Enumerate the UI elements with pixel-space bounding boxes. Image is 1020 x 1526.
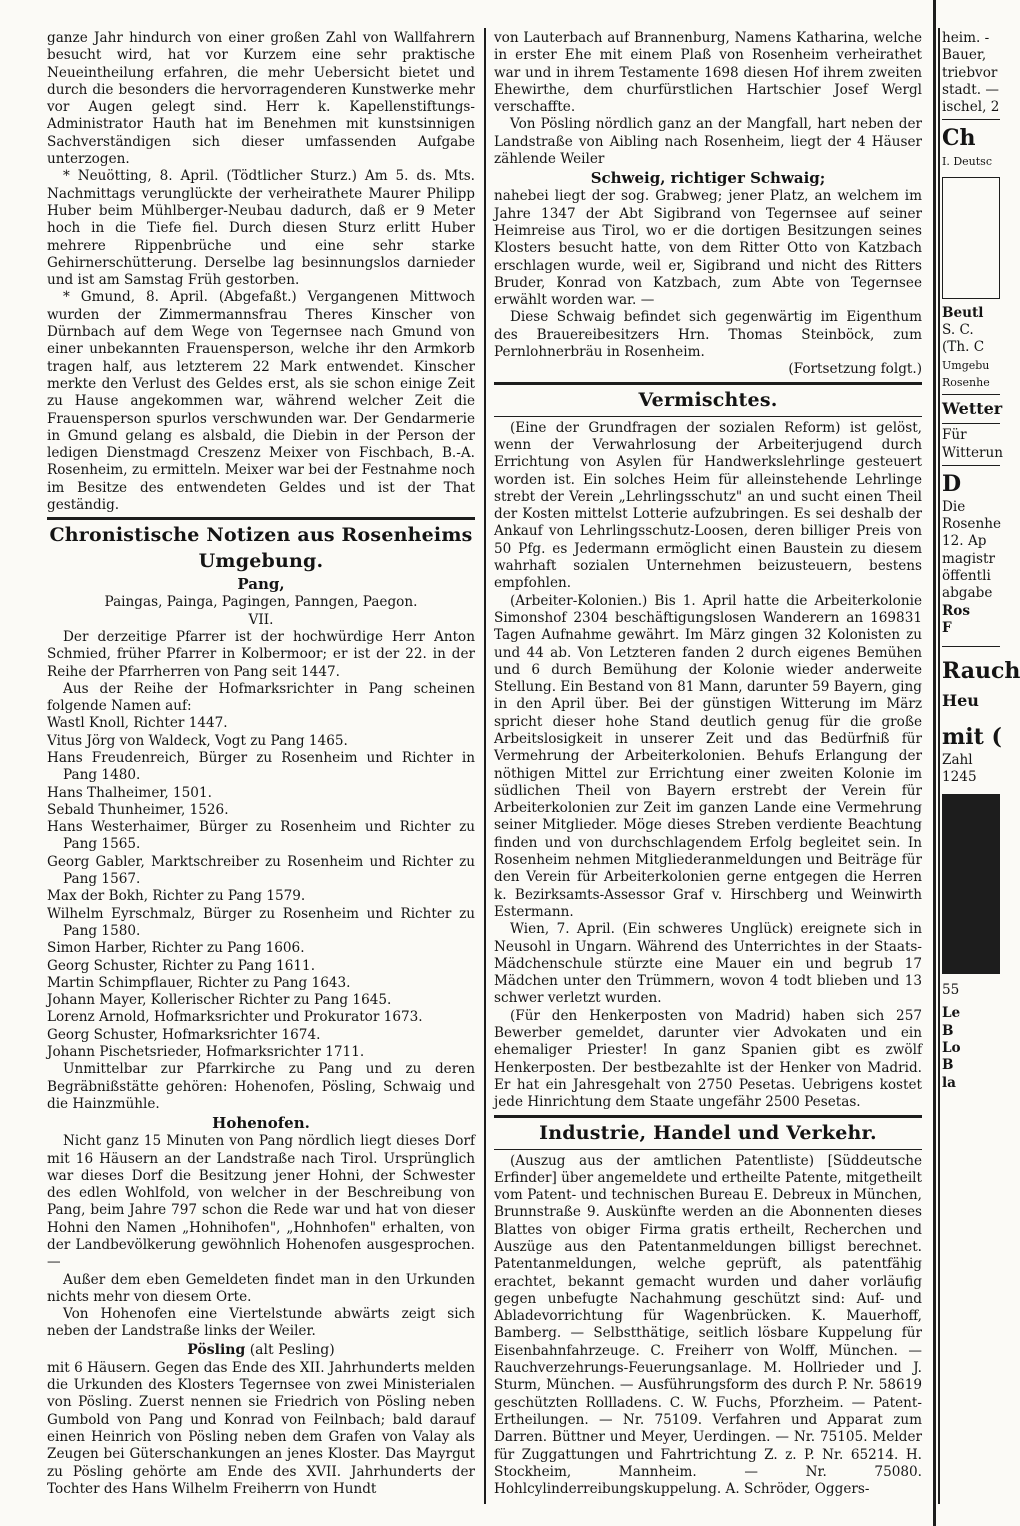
fragment-line: I. Deutsc (942, 155, 992, 169)
fragment-heading: Rauch (942, 658, 1020, 685)
fragment-line: ischel, 2 (942, 99, 1000, 116)
fragment-line: Zahl (942, 751, 973, 768)
fragment-line: abgabe (942, 585, 993, 602)
poesling-heading (47, 1341, 475, 1360)
fragment-line: Rosenhe (942, 516, 1001, 533)
list-item: Simon Harber, Richter zu Pang 1606. (47, 940, 305, 957)
article-paragraph: Von Pösling nördlich ganz an der Mangfall, hart neben der Landstraße von Aibling nach Rosenheim, liegt der 4 Häuser zählende Weiler (494, 116, 922, 168)
part-number: VII. (248, 611, 274, 628)
fragment-line: stadt. — (942, 81, 999, 98)
section-title: Chronistische Notizen aus Rosenheims Umgebung. (49, 524, 473, 573)
column-rule (938, 28, 940, 1504)
section-rule (47, 517, 475, 520)
list-item: Martin Schimpflauer, Richter zu Pang 1643. (47, 974, 351, 991)
adjacent-page-fragment (942, 30, 1020, 1092)
article-paragraph: nahebei liegt der sog. Grabweg; jener Platz, an welchem im Jahre 1347 der Abt Sigibrand von Tegernsee auf seiner Heimreise aus Tirol, wo er die dortigen Besitzungen seines Klosters besucht hatte, von dem Ritter Otto von Katzbach erschlagen wurde, weil er, Sigibrand und nicht des Ritters Bruder, Konrad von Katzbach, zum Abte von Tegernsee erwählt worden war. — (494, 188, 922, 309)
article-paragraph: Außer dem eben Gemeldeten findet man in den Urkunden nichts mehr von diesem Orte. (47, 1271, 475, 1305)
list-item: Johann Pischetsrieder, Hofmarksrichter 1711. (47, 1044, 365, 1061)
article-paragraph: (Arbeiter-Kolonien.) Bis 1. April hatte die Arbeiterkolonie Simonshof 2304 beschäftigungslosen Wanderern an 169831 Tagen Aufnahme gewährt. Im März gingen 32 Kolonisten zu und 44 ab. Von Letzteren fanden 2 durch eigenes Bemühen und 6 durch Bemühung der Kolonie wieder anderweite Stellung. Ein Bestand von 81 Mann, darunter 59 Bayern, ging in den April über. Bei der günstigen Witterung im März spricht dieser hohe Stand deutlich genug für die große Arbeitslosigkeit in unserer Zeit und das Bedürfniß für Vermehrung der Arbeiterkolonien. Behufs Erlangung der nöthigen Mittel zur Errichtung einer zweiten Kolonie im südlichen Theil von Bayern erstrebt der Verein für Arbeiterkolonien zur Zeit im ganzen Lande eine Vermehrung seiner Mitglieder. Möge dieses Streben verdiente Beachtung finden und von durchschlagendem Erfolg begleitet sein. In Rosenheim nehmen Mitgliederanmeldungen und Beiträge für den Verein für Arbeiterkolonien gerne entgegen die Herren k. Bezirksamts-Assessor Graf v. Hirschberg und Weinwirth Estermann. (494, 592, 922, 920)
fragment-line: 12. Ap (942, 533, 987, 550)
fragment-line: Witterun (942, 444, 1004, 461)
fragment-line: F (942, 619, 952, 636)
article-paragraph: Unmittelbar zur Pfarrkirche zu Pang und zu deren Begräbnißstätte gehören: Hohenofen, Pösling, Schwaig und die Hainzmühle. (47, 1061, 475, 1112)
column-rule (484, 28, 486, 1504)
article-paragraph: (Für den Henkerposten von Madrid) haben sich 257 Bewerber gemeldet, darunter vier Advokaten und ein ehemaliger Priester! In ganz Spanien gibt es zwölf Henkerposten. Der bestbezahlte ist der Henker von Madrid. Er hat ein Jahresgehalt von 2750 Pesetas. Uebrigens kostet jede Hinrichtung dem Staate ungefähr 2500 Pesetas. (494, 1007, 922, 1111)
article-paragraph: mit 6 Häusern. Gegen das Ende des XII. Jahrhunderts melden die Urkunden des Klosters Tegernsee von zwei Ministerialen von Pösling. Zuerst nennen sie Friedrich von Pösling neben Gumbold von Pang und Konrad von Feilnbach; bald darauf einen Heinrich von Pösling neben dem Grafen von Valay als Zeugen bei Güterschankungen an jenes Kloster. Das Mayrgut zu Pösling gehörte am Ende des XVII. Jahrhunderts der Tochter des Hans Wilhelm Freiherrn von Hundt (47, 1359, 475, 1497)
fragment-rule (942, 119, 1000, 120)
right-page-edge (933, 0, 936, 1526)
fragment-rule (942, 646, 1000, 647)
article-paragraph: Von Hohenofen eine Viertelstunde abwärts zeigt sich neben der Landstraße links der Weiler. (47, 1306, 475, 1340)
article-paragraph: (Auszug aus der amtlichen Patentliste) [Süddeutsche Erfinder] über angemeldete und ertheilte Patente, mitgetheilt vom Patent- und technischen Bureau E. Debreux in München, Brunnstraße 9. Auskünfte werden an die Abonnenten dieses Blattes von obiger Firma gratis ertheilt, Recherchen und Auszüge aus den Patentanmeldungen billigst berechnet. Patentanmeldungen, welche geprüft, als patentfähig erachtet, bekannt gemacht wurden und daher vorläufig gegen unbefugte Nachahmung geschützt sind: Auf- und Abladevorrichtung für Wagenbrücken. K. Mauerhoff, Bamberg. — Selbstthätige, seitlich lösbare Kuppelung für Eisenbahnfahrzeuge. C. Freiherr von Wolff, München. — Rauchverzehrungs-Feuerungsanlage. M. Hollrieder und J. Sturm, München. — Ausführungsform des durch P. Nr. 58619 geschützten Rollladens. C. W. Fuchs, Pforzheim. — Patent-Ertheilungen. — Nr. 75109. Verfahren und Apparat zum Darren. Büttner und Meyer, Uerdingen. — Nr. 75105. Melder für Zuggattungen und Fahrtrichtung Z. z. P. Nr. 65214. H. Stockheim, Mannheim. — Nr. 75080. Hohlcylinderreibungskuppelung. A. Schröder, Oggers- (494, 1152, 922, 1498)
title-rule (494, 416, 922, 417)
ad-image-fragment (942, 794, 1000, 974)
poesling-title: Pösling (187, 1341, 246, 1358)
list-item: Hans Freudenreich, Bürger zu Rosenheim und Richter in Pang 1480. (47, 749, 475, 784)
fragment-line: Beutl (942, 304, 984, 321)
fragment-line: B (942, 1057, 954, 1074)
article-paragraph: Aus der Reihe der Hofmarksrichter in Pang scheinen folgende Namen auf: (47, 680, 475, 715)
continuation-note: (Fortsetzung folgt.) (788, 361, 922, 378)
article-paragraph: Wien, 7. April. (Ein schweres Unglück) ereignete sich in Neusohl in Ungarn. Während des Unterrichtes in der Staats-Mädchenschule stürzte eine Mauer ein und begrub 17 Mädchen unter den Trümmern, wovon 4 todt blieben und 13 schwer verletzt wurden. (494, 921, 922, 1007)
column-1 (47, 30, 475, 1498)
fragment-heading: Ch (942, 125, 976, 152)
ad-image-fragment (942, 177, 1000, 299)
fragment-heading: D (942, 470, 962, 497)
list-item: Georg Gabler, Marktschreiber zu Rosenheim und Richter zu Pang 1567. (47, 853, 475, 888)
poesling-alt: (alt Pesling) (249, 1341, 335, 1358)
article-paragraph: * Neuötting, 8. April. (Tödtlicher Sturz.) Am 5. ds. Mts. Nachmittags verunglückte der verheirathete Maurer Philipp Huber beim Mühlberger-Neubau dadurch, daß er 9 Meter hoch in die Tiefe fiel. Durch diesen Sturz erlitt Huber mehrere Rippenbrüche und eine sehr starke Gehirnerschütterung. Derselbe lag besinnungslos darnieder und ist am Samstag Früh gestorben. (47, 168, 475, 289)
fragment-line: 55 (942, 982, 960, 999)
vermischtes-title: Vermischtes. (638, 388, 778, 411)
list-item: Georg Schuster, Hofmarksrichter 1674. (47, 1026, 321, 1043)
fragment-heading: Wetter (942, 399, 1003, 419)
article-paragraph: Diese Schwaig befindet sich gegenwärtig im Eigenthum des Brauereibesitzers Hrn. Thomas Steinböck, zum Pernlohnerbräu in Rosenheim. (494, 309, 922, 361)
fragment-line: triebvor (942, 64, 998, 81)
fragment-line: Ros (942, 602, 971, 619)
fragment-line: Le (942, 1005, 961, 1022)
fragment-line: Für (942, 427, 967, 444)
list-item: Georg Schuster, Richter zu Pang 1611. (47, 957, 316, 974)
fragment-line: Lo (942, 1040, 961, 1057)
list-item: Wilhelm Eyrschmalz, Bürger zu Rosenheim und Richter zu Pang 1580. (47, 905, 475, 939)
list-item: Sebald Thunheimer, 1526. (47, 801, 229, 818)
article-paragraph: ganze Jahr hindurch von einer großen Zahl von Wallfahrern besucht wird, hat vor Kurzem eine sehr praktische Neueintheilung erfahren, die mehr Uebersicht bietet und durch die besonders die hervorragenderen Kunstwerke mehr vor Augen gelegt sind. Herr k. Kapellenstiftungs-Administrator Hauth hat im Benehmen mit kunstsinnigen Sachverständigen sich dieser umfassenden Aufgabe unterzogen. (47, 30, 475, 168)
article-paragraph: Der derzeitige Pfarrer ist der hochwürdige Herr Anton Schmied, früher Pfarrer in Kolbermoor; er ist der 22. in der Reihe der Pfarrherren von Pang seit 1447. (47, 628, 475, 680)
industrie-title: Industrie, Handel und Verkehr. (539, 1121, 877, 1144)
fragment-line: 1245 (942, 768, 977, 785)
fragment-heading: mit ( (942, 723, 1002, 750)
fragment-rule (942, 423, 1000, 424)
list-item: Lorenz Arnold, Hofmarksrichter und Prokurator 1673. (47, 1009, 423, 1026)
fragment-line: Umgebu (942, 358, 990, 372)
list-item: Johann Mayer, Kollerischer Richter zu Pang 1645. (47, 992, 392, 1009)
fragment-line: öffentli (942, 568, 991, 585)
fragment-line: Bauer, (942, 47, 987, 64)
list-item: Vitus Jörg von Waldeck, Vogt zu Pang 1465. (47, 732, 348, 749)
fragment-line: S. C. (942, 322, 974, 339)
schweig-title: Schweig, richtiger Schwaig; (590, 169, 826, 188)
article-paragraph: von Lauterbach auf Brannenburg, Namens Katharina, welche in erster Ehe mit einem Plaß von Rosenheim verheirathet war und in ihrem Testamente 1698 diesen Hof ihrem zweiten Ehewirthe, dem churfürstlichen Hartschier Josef Wergl verschaffte. (494, 30, 922, 116)
fragment-line: magistr (942, 550, 995, 567)
fragment-line: la (942, 1074, 956, 1091)
section-rule (494, 1115, 922, 1118)
section-rule (494, 382, 922, 385)
pang-title: Pang, (237, 575, 285, 594)
fragment-line: Rosenhe (942, 375, 990, 389)
list-item: Max der Bokh, Richter zu Pang 1579. (47, 888, 306, 905)
list-item: Hans Westerhaimer, Bürger zu Rosenheim und Richter zu Pang 1565. (47, 819, 475, 853)
fragment-line: B (942, 1022, 954, 1039)
fragment-line: heim. - (942, 30, 990, 46)
article-paragraph: Nicht ganz 15 Minuten von Pang nördlich liegt dieses Dorf mit 16 Häusern an der Landstraße nach Tirol. Ursprünglich war dieses Dorf die Besitzung jener Hohni, der Schwester des edlen Wohlfold, von welcher in der Beschreibung von Pang, beim Jahre 797 schon die Rede war und hat von dieser Hohni den Namen „Hohnihofen", „Hohnhofen" erhalten, von der Landbevölkerung gewöhnlich Hohenofen ausgesprochen. — (47, 1133, 475, 1271)
fragment-rule (942, 465, 1000, 466)
column-2 (494, 30, 922, 1498)
pang-variants: Paingas, Painga, Pagingen, Panngen, Paegon. (104, 594, 418, 611)
fragment-line: Die (942, 498, 966, 515)
title-rule (494, 1149, 922, 1150)
fragment-rule (942, 394, 1000, 395)
list-item: Wastl Knoll, Richter 1447. (47, 715, 228, 732)
article-paragraph: * Gmund, 8. April. (Abgefaßt.) Vergangenen Mittwoch wurden der Zimmermannsfrau Theres Kinscher von Dürnbach auf dem Wege von Tegernsee nach Gmund von einer unbekannten Frauensperson, welche ihr den Armkorb tragen half, aus letzterem 22 Mark entwendet. Kinscher merkte den Verlust des Geldes erst, als sie schon einige Zeit zu Hause angekommen war, während welcher Zeit die Frauensperson spurlos verschwunden war. Der Gendarmerie in Gmund gelang es alsbald, die Diebin in der Person der ledigen Dienstmagd Creszenz Meixer von Fischbach, B.-A. Rosenheim, zu ermitteln. Meixer war bei der Festnahme noch im Besitze des entwendeten Geldes und ist der That geständig. (47, 289, 475, 514)
article-paragraph: (Eine der Grundfragen der sozialen Reform) ist gelöst, wenn der Verwahrlosung der Arbeiterjugend durch Errichtung von Asylen für Handwerkslehrlinge gesteuert worden ist. Ein solches Heim für alleinstehende Lehrlinge strebt der Verein „Lehrlingsschutz" an und sucht einen Theil der Kosten mittelst Lotterie aufzubringen. Es sei deshalb der Ankauf von Lehrlingsschutz-Loosen, deren billiger Preis von 50 Pfg. es Jedermann ermöglicht einen Baustein zu diesem wahrhaft sozialen Unternehmen beizusteuern, bestens empfohlen. (494, 419, 922, 592)
richter-list (47, 715, 475, 1061)
hohenofen-title: Hohenofen. (212, 1114, 310, 1133)
fragment-line: (Th. C (942, 339, 985, 356)
list-item: Hans Thalheimer, 1501. (47, 784, 212, 801)
fragment-line: Heu (942, 691, 979, 711)
